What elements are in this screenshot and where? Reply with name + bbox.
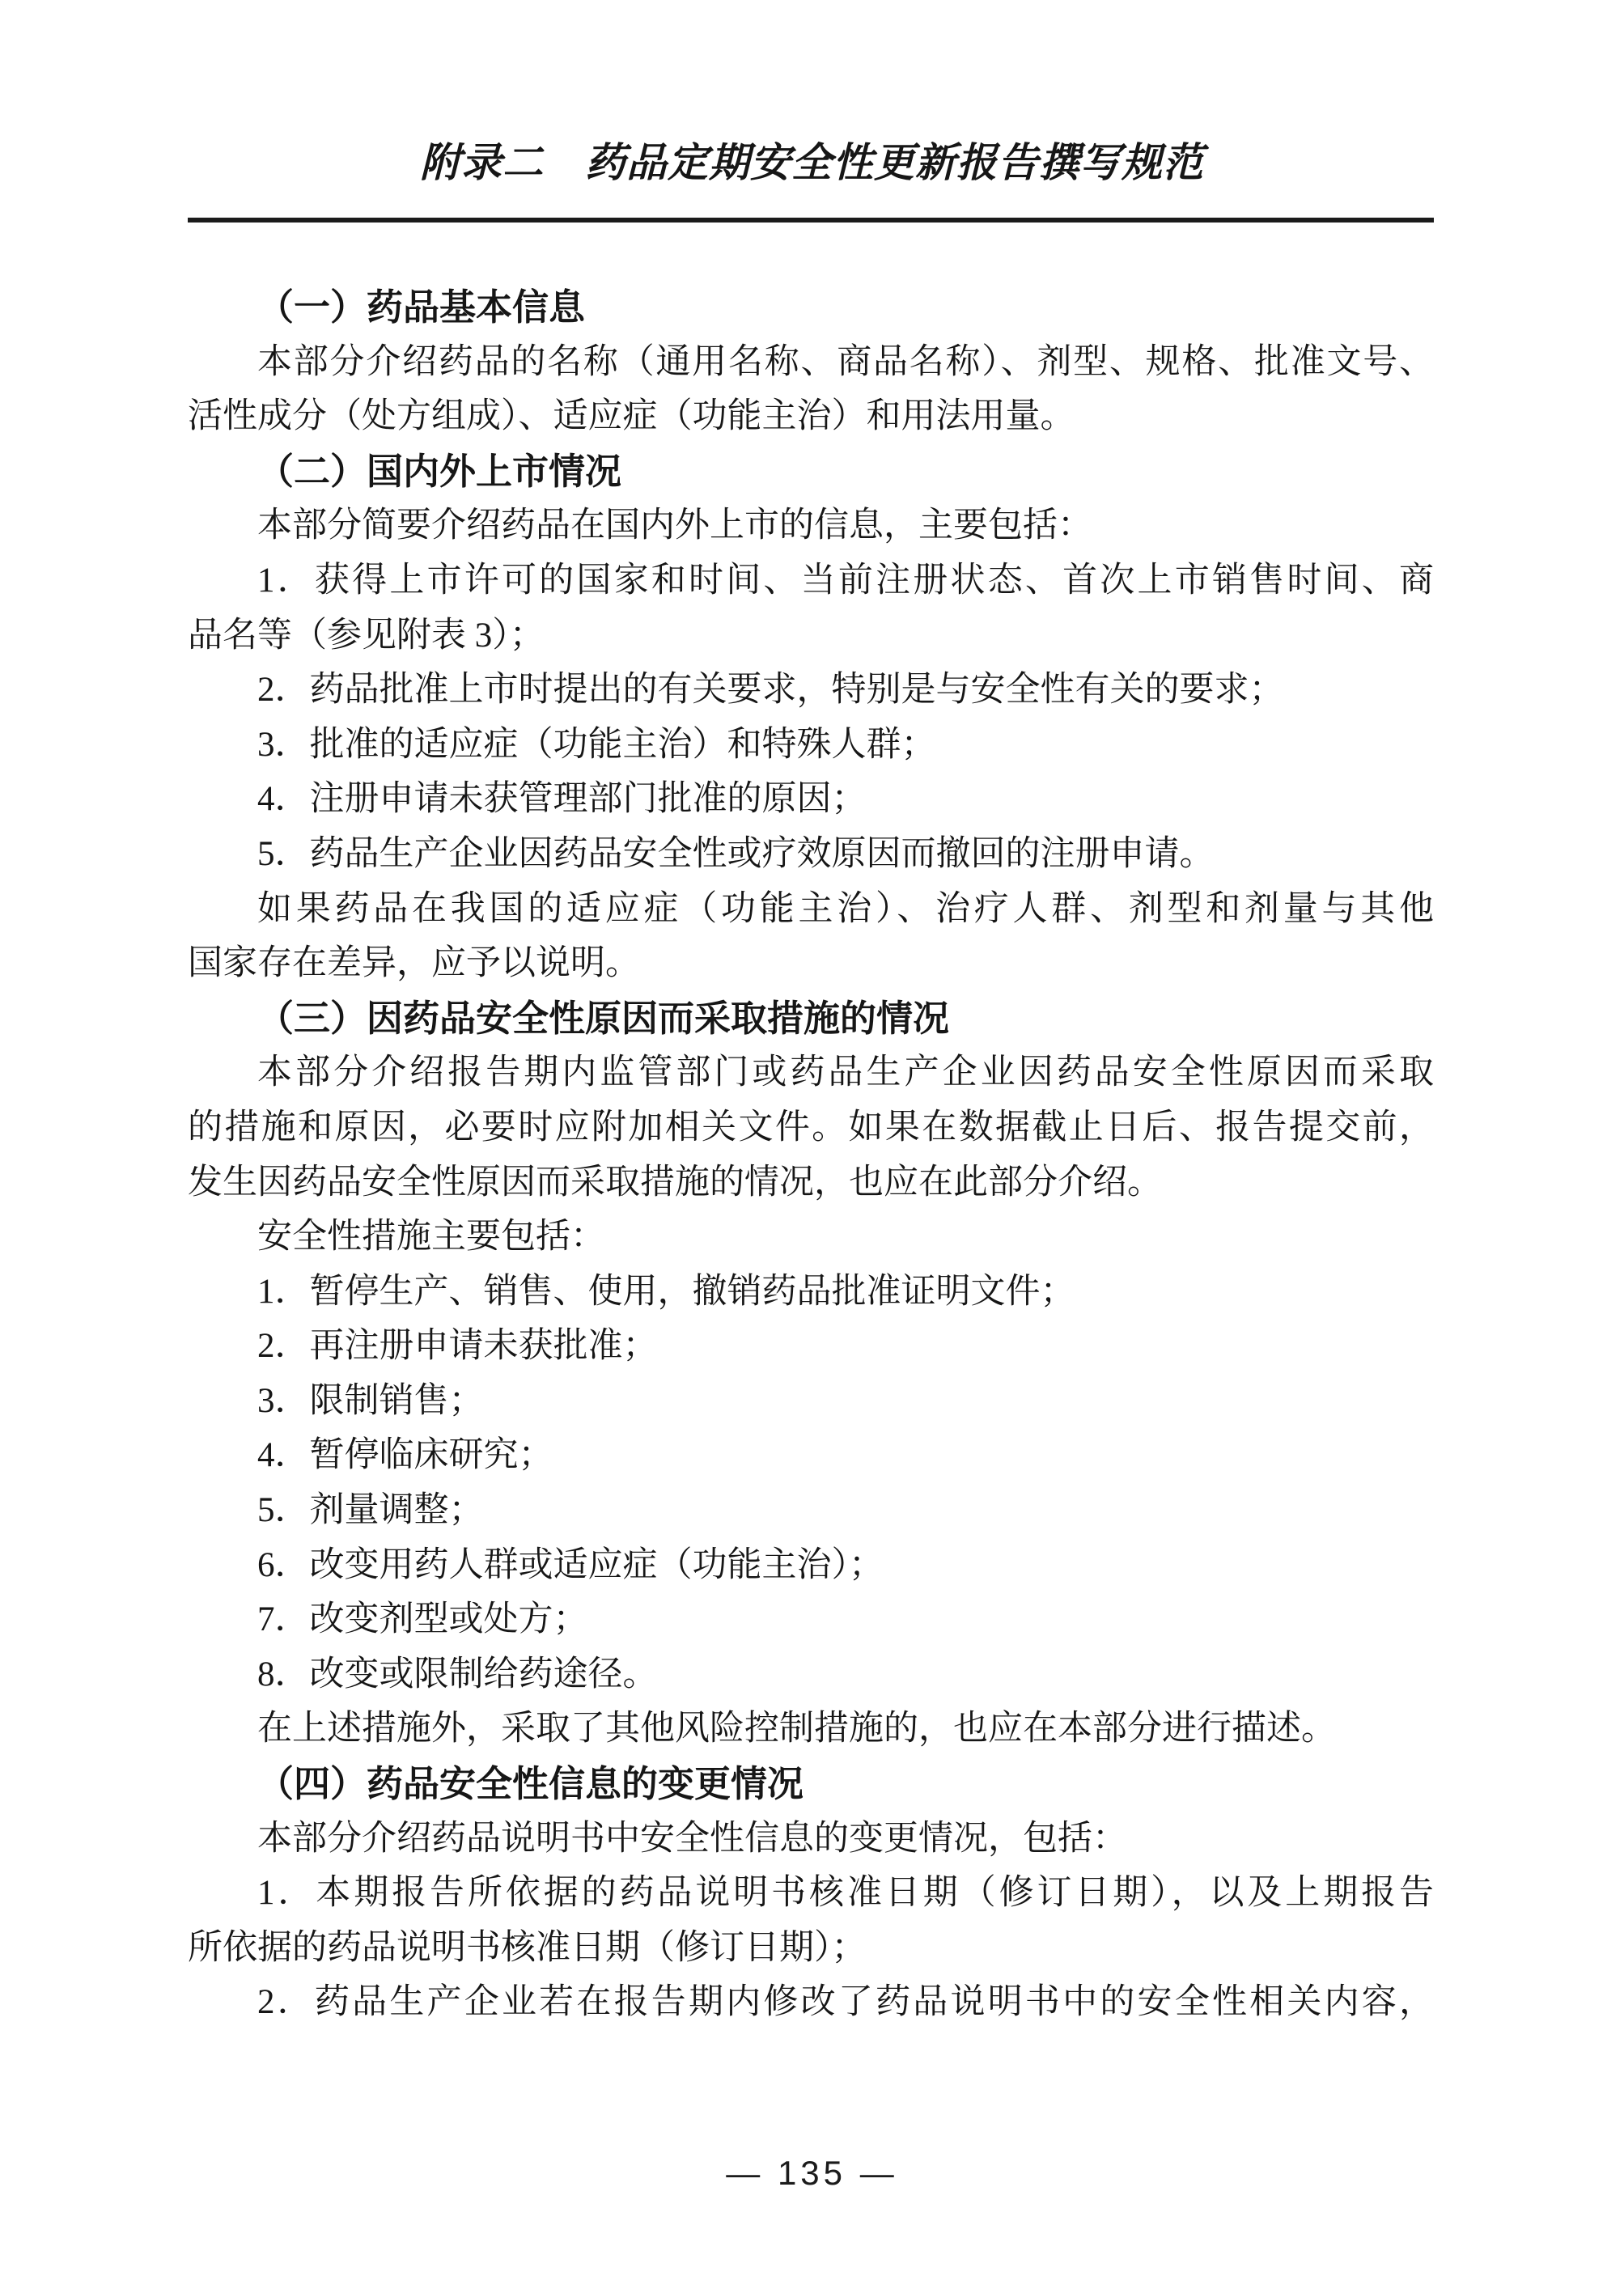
- text-line: 在上述措施外，采取了其他风险控制措施的，也应在本部分进行描述。: [257, 1710, 1336, 1748]
- text-line: 本部分简要介绍药品在国内外上市的信息，主要包括：: [257, 506, 1092, 545]
- text-line: 活性成分（处方组成）、适应症（功能主治）和用法用量。: [188, 397, 1075, 436]
- text-line: 的措施和原因，必要时应附加相关文件。如果在数据截止日后、报告提交前，: [188, 1108, 1434, 1146]
- text-line: 2．药品生产企业若在报告期内修改了药品说明书中的安全性相关内容，: [257, 1983, 1434, 2022]
- text-line: 如果药品在我国的适应症（功能主治）、治疗人群、剂型和剂量与其他: [257, 889, 1434, 928]
- text-line: 4．暂停临床研究；: [257, 1436, 553, 1475]
- text-line: 安全性措施主要包括：: [257, 1218, 605, 1257]
- text-line: 6．改变用药人群或适应症（功能主治）；: [257, 1545, 884, 1584]
- text-line: 国家存在差异，应予以说明。: [188, 944, 640, 983]
- section-heading: （一）药品基本信息: [257, 286, 586, 328]
- text-line: 1．本期报告所依据的药品说明书核准日期（修订日期），以及上期报告: [257, 1874, 1434, 1913]
- text-line: 5．剂量调整；: [257, 1491, 484, 1530]
- text-line: 3．限制销售；: [257, 1381, 484, 1420]
- text-line: 所依据的药品说明书核准日期（修订日期）；: [188, 1928, 867, 1967]
- text-line: 2．再注册申请未获批准；: [257, 1327, 658, 1366]
- text-line: 7．改变剂型或处方；: [257, 1600, 588, 1639]
- section-heading: （三）因药品安全性原因而采取措施的情况: [257, 997, 950, 1039]
- text-line: 3．批准的适应症（功能主治）和特殊人群；: [257, 725, 936, 764]
- section-heading: （四）药品安全性信息的变更情况: [257, 1763, 804, 1805]
- text-line: 品名等（参见附表 3）；: [188, 616, 545, 655]
- text-line: 本部分介绍药品说明书中安全性信息的变更情况，包括：: [257, 1819, 1127, 1858]
- text-line: 4．注册申请未获管理部门批准的原因；: [257, 780, 867, 819]
- header-divider: [188, 218, 1434, 223]
- section-heading: （二）国内外上市情况: [257, 450, 622, 492]
- text-line: 1．获得上市许可的国家和时间、当前注册状态、首次上市销售时间、商: [257, 561, 1434, 600]
- text-line: 1．暂停生产、销售、使用，撤销药品批准证明文件；: [257, 1272, 1075, 1311]
- page-header-title: 附录二 药品定期安全性更新报告撰写规范: [420, 140, 1204, 185]
- text-line: 本部分介绍药品的名称（通用名称、商品名称）、剂型、规格、批准文号、: [257, 342, 1434, 381]
- text-line: 本部分介绍报告期内监管部门或药品生产企业因药品安全性原因而采取: [257, 1053, 1434, 1092]
- text-line: 8．改变或限制给药途径。: [257, 1655, 658, 1693]
- text-line: 5．药品生产企业因药品安全性或疗效原因而撤回的注册申请。: [257, 834, 1215, 873]
- page-number: — 135 —: [726, 2154, 898, 2192]
- text-line: 发生因药品安全性原因而采取措施的情况，也应在此部分介绍。: [188, 1163, 1162, 1202]
- page-body: [188, 280, 1434, 2030]
- text-line: 2．药品批准上市时提出的有关要求，特别是与安全性有关的要求；: [257, 671, 1284, 710]
